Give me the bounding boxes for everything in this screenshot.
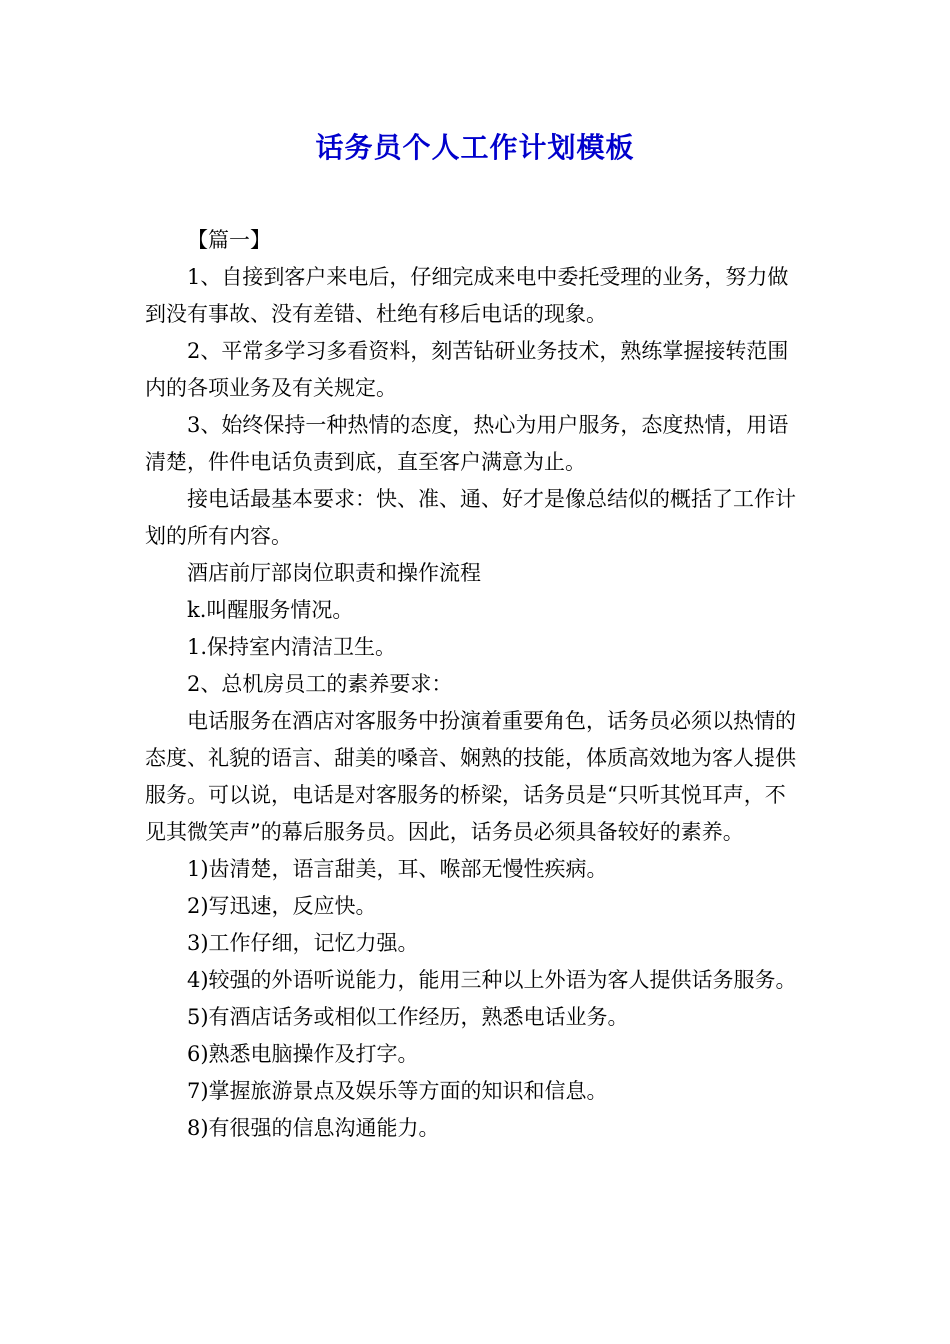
paragraph: 6)熟悉电脑操作及打字。 <box>187 1042 419 1066</box>
paragraph: 2)写迅速，反应快。 <box>187 894 377 918</box>
paragraph: 7)掌握旅游景点及娱乐等方面的知识和信息。 <box>187 1079 608 1103</box>
paragraph: k.叫醒服务情况。 <box>187 598 354 622</box>
paragraph: 【篇一】 <box>187 228 271 252</box>
paragraph: 3)工作仔细，记忆力强。 <box>187 931 419 955</box>
document-body <box>145 222 805 1147</box>
paragraph: 1)齿清楚，语言甜美，耳、喉部无慢性疾病。 <box>187 857 608 881</box>
document-title: 话务员个人工作计划模板 <box>315 131 635 164</box>
paragraph: 接电话最基本要求：快、准、通、好才是像总结似的概括了工作计划的所有内容。 <box>145 487 796 548</box>
paragraph: 5)有酒店话务或相似工作经历，熟悉电话业务。 <box>187 1005 629 1029</box>
paragraph: 2、平常多学习多看资料，刻苦钻研业务技术，熟练掌握接转范围内的各项业务及有关规定。 <box>145 339 789 400</box>
paragraph: 8)有很强的信息沟通能力。 <box>187 1116 440 1140</box>
paragraph: 4)较强的外语听说能力，能用三种以上外语为客人提供话务服务。 <box>187 968 797 992</box>
paragraph: 3、始终保持一种热情的态度，热心为用户服务，态度热情，用语清楚，件件电话负责到底，直至客户满意为止。 <box>145 413 789 474</box>
paragraph: 1.保持室内清洁卫生。 <box>187 635 397 659</box>
paragraph: 酒店前厅部岗位职责和操作流程 <box>187 561 481 585</box>
paragraph: 1、自接到客户来电后，仔细完成来电中委托受理的业务，努力做到没有事故、没有差错、杜绝有移后电话的现象。 <box>145 265 789 326</box>
paragraph: 2、总机房员工的素养要求： <box>187 672 453 696</box>
paragraph: 电话服务在酒店对客服务中扮演着重要角色，话务员必须以热情的态度、礼貌的语言、甜美的嗓音、娴熟的技能，体质高效地为客人提供服务。可以说，电话是对客服务的桥梁，话务员是“只听其悦耳声，不见其微笑声”的幕后服务员。因此，话务员必须具备较好的素养。 <box>145 709 796 844</box>
